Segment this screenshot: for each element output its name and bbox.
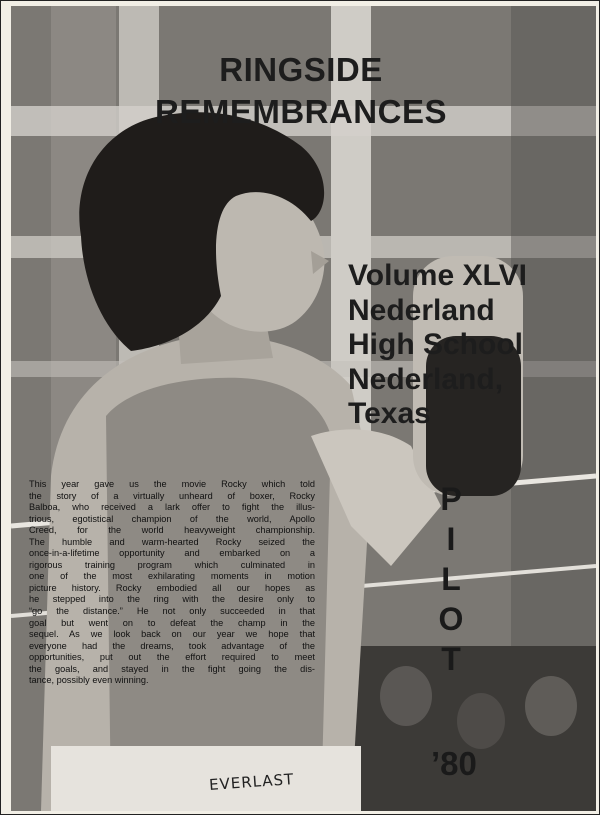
pilot-letter-p: P	[440, 481, 462, 517]
state-line: Texas	[348, 397, 431, 431]
pilot-letter-t: T	[441, 641, 461, 677]
paragraph-line: the story of a virtually unheard of boxer, Rocky	[29, 490, 315, 501]
school-line: High School	[348, 328, 523, 362]
title-line-1: RINGSIDE	[219, 51, 383, 88]
paragraph-line: sequel. As we look back on our year we hope that	[29, 629, 315, 640]
paragraph-line: once-in-a-lifetime opportunity and embarked on a	[29, 548, 315, 559]
paragraph-line: picture history. Rocky embodied all our hopes as	[29, 582, 315, 593]
paragraph-line: The humble and warm-hearted Rocky seized the	[29, 536, 315, 547]
pilot-letter-o: O	[438, 601, 464, 637]
pilot-letter-i: I	[446, 521, 456, 557]
paragraph-line: Balboa, who received a lark offer to fight the illus-	[29, 502, 315, 513]
trunks-brand-text: EVERLAST	[208, 770, 295, 794]
paragraph-line: tance, possibly even winning.	[29, 675, 149, 686]
paragraph-line: goal but went on to defeat the champ in the	[29, 617, 315, 628]
intro-paragraph	[29, 479, 315, 687]
town-line: Nederland	[348, 293, 495, 327]
paragraph-line: This year gave us the movie Rocky which told	[29, 479, 315, 489]
year-label: ’80	[431, 745, 477, 782]
paragraph-line: the goals, and stayed in the fight going the dis-	[29, 663, 315, 674]
title-line-2: REMEMBRANCES	[154, 93, 447, 130]
paragraph-line: one of the most exhilarating moments in motion	[29, 571, 315, 582]
city-line: Nederland,	[348, 362, 504, 396]
paragraph-line: rigorous training program which culminated in	[29, 559, 315, 570]
paragraph-line: “go the distance.” He not only succeeded in that	[29, 606, 315, 617]
paragraph-line: everyone had the dreams, took advantage of the	[29, 640, 315, 651]
paragraph-line: trious, egotistical champion of the world, Apollo	[29, 513, 315, 524]
pilot-vertical-title	[431, 479, 471, 679]
paragraph-line: he stepped into the ring with the desire only to	[29, 594, 315, 605]
pilot-letter-l: L	[441, 561, 461, 597]
volume-info	[348, 259, 578, 432]
page-title	[111, 49, 491, 133]
paragraph-line: opportunities, put out the effort required to meet	[29, 652, 315, 663]
volume-line: Volume XLVI	[348, 259, 527, 292]
paragraph-line: Creed, for the world heavyweight championship.	[29, 525, 315, 536]
